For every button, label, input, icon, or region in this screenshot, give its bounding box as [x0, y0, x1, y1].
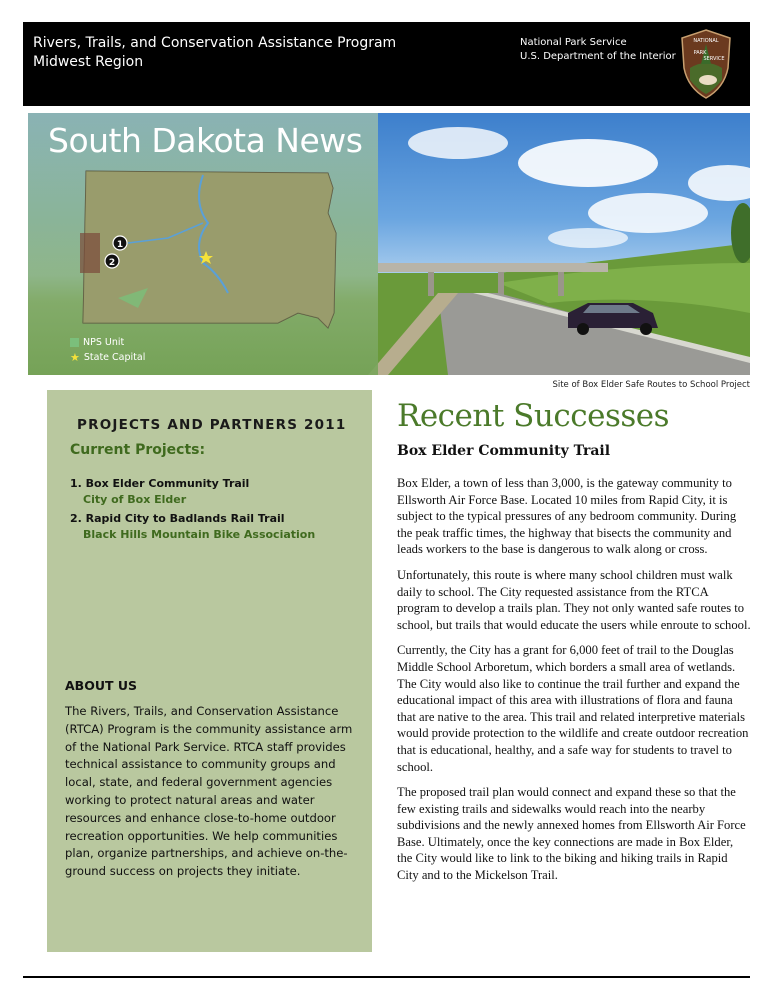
article-paragraph: Unfortunately, this route is where many school children must walk daily to school. The City requested assistance from the RTCA program to develop a trails plan. They not only wanted safe routes to school, but trails that would educate the users while enroute to school.	[397, 567, 751, 632]
footer-divider	[23, 976, 750, 978]
legend-state-capital	[70, 350, 145, 365]
logo-text-3: SERVICE	[703, 56, 725, 62]
article-paragraph: The proposed trail plan would connect and expand these so that the few existing trails and sidewalks would reach into the nearby subdivisions and the newly annexed homes from Ellsworth Air Force Base. Ultimately, once the key connections are made in Box Elder, the City would like to link to the biking and hiking trails in Rapid City and to the Mickelson Trail.	[397, 785, 746, 883]
star-icon: ★	[70, 350, 80, 364]
list-item	[70, 511, 315, 543]
legend-nps-unit-label: NPS Unit	[83, 337, 125, 348]
current-projects-heading: Current Projects:	[70, 442, 206, 458]
newsletter-title: South Dakota News	[48, 121, 363, 160]
projects-heading: PROJECTS AND PARTNERS 2011	[77, 417, 347, 433]
nps-unit-swatch	[70, 338, 79, 347]
legend-nps-unit	[70, 335, 145, 350]
sidebar	[47, 390, 372, 952]
program-block	[33, 34, 396, 72]
logo-text-2: PARK	[693, 50, 707, 56]
article-paragraph: Box Elder, a town of less than 3,000, is the gateway community to Ellsworth Air Force Base. Located 10 miles from Rapid City, it is subject to the typical pressures of any bedroom community. During the peak traffic times, the highway that bisects the community and leads workers to the base is dangerous to walk along or cross.	[397, 476, 737, 557]
list-item	[70, 476, 315, 508]
about-text: The Rivers, Trails, and Conservation Assistance (RTCA) Program is the community assistance arm of the National Park Service. RTCA staff provides technical assistance to community groups and local, state, and federal government agencies working to protect natural areas and water resources and enhance close-to-home outdoor recreation opportunities. We help communities plan, organize partnerships, and achieve on-the-ground success on projects they initiate.	[65, 704, 353, 879]
project-list	[70, 476, 315, 546]
article-body	[397, 475, 751, 893]
project-name: 2. Rapid City to Badlands Rail Trail	[70, 512, 285, 525]
marker-1-label: 1	[116, 240, 124, 250]
article-title: Box Elder Community Trail	[397, 443, 611, 459]
program-name: Rivers, Trails, and Conservation Assistance Program	[33, 35, 397, 51]
masthead	[23, 22, 750, 106]
department-name: U.S. Department of the Interior	[520, 51, 676, 62]
about-heading: ABOUT US	[65, 678, 138, 693]
project-name: 1. Box Elder Community Trail	[70, 477, 250, 490]
nps-arrowhead-logo	[678, 28, 734, 100]
region-name: Midwest Region	[33, 54, 144, 70]
map-legend	[70, 335, 145, 365]
legend-state-capital-label: State Capital	[83, 352, 146, 363]
agency-block	[520, 36, 676, 64]
logo-text-1: NATIONAL	[693, 38, 719, 44]
agency-name: National Park Service	[520, 37, 627, 48]
article-paragraph: Currently, the City has a grant for 6,000 feet of trail to the Douglas Middle School Arboretum, which borders a small area of wetlands. The City would also like to continue the trail further and expand the educational impact of this area with illustrations of flora and fauna that are native to the area. This trail and related interpretive materials would provide protection to the wildlife and create outdoor recreation that is educational, healthy, and a safe way for students to travel to school.	[397, 643, 749, 774]
photo-caption: Site of Box Elder Safe Routes to School Project	[552, 380, 750, 390]
project-partner: City of Box Elder	[83, 493, 187, 506]
project-partner: Black Hills Mountain Bike Association	[83, 528, 316, 541]
section-title: Recent Successes	[397, 398, 670, 434]
hero-banner	[28, 113, 750, 375]
marker-2-label: 2	[108, 258, 116, 268]
